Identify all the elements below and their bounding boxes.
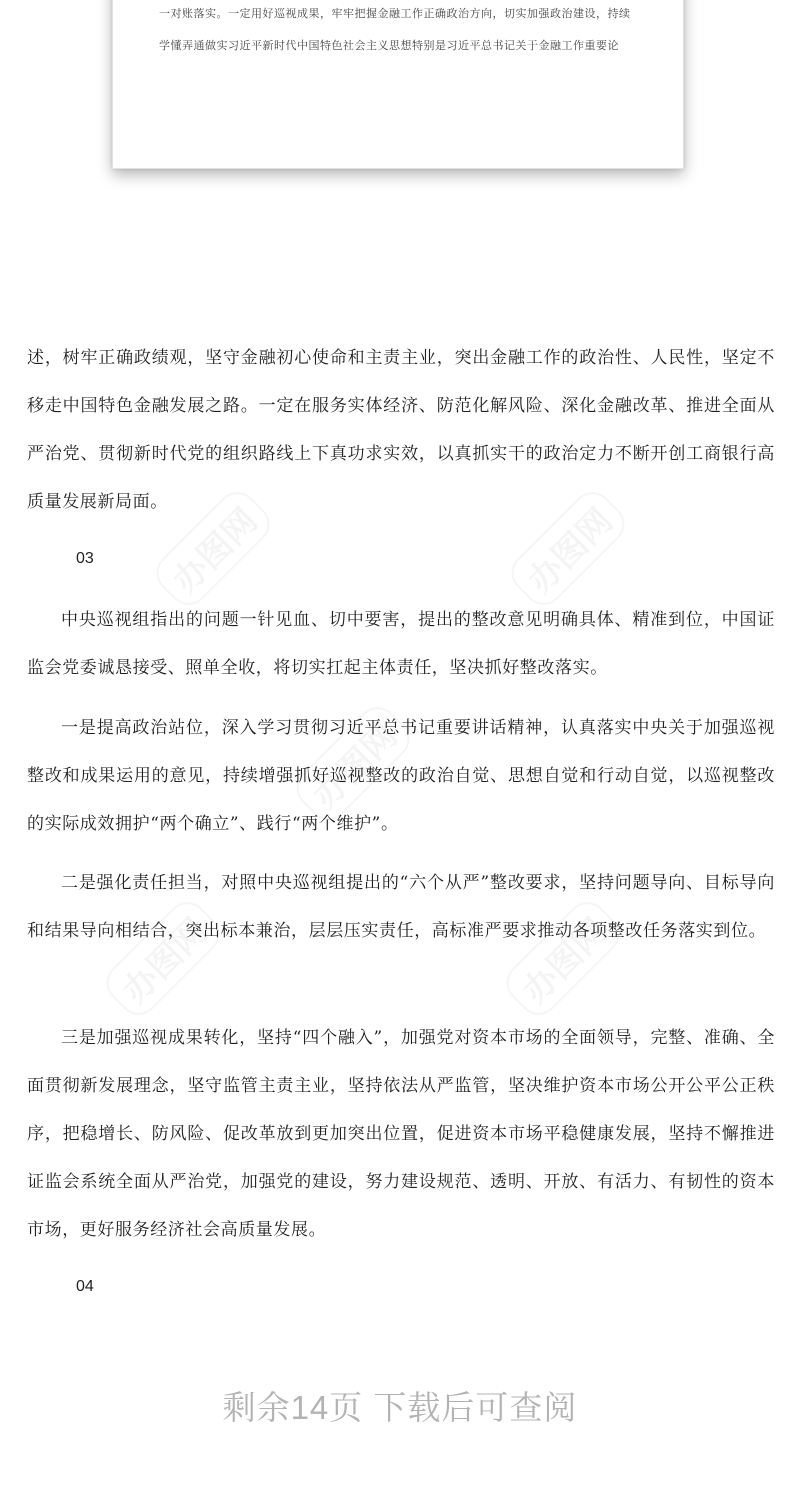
page-preview-card[interactable] xyxy=(112,0,684,169)
preview-line-2: 学懂弄通做实习近平新时代中国特色社会主义思想特别是习近平总书记关于金融工作重要论 xyxy=(159,39,619,52)
section-number-03: 03 xyxy=(76,550,94,567)
remaining-pages-notice[interactable]: 剩余14页 下载后可查阅 xyxy=(222,1389,578,1426)
paragraph-point-three: 三是加强巡视成果转化，坚持“四个融入”，加强党对资本市场的全面领导，完整、准确、全面贯彻新发展理念，坚守监管主责主业，坚持依法从严监管，坚决维护资本市场公开公平公正秩序，把稳增长、防风险、促改革放到更加突出位置，促进资本市场平稳健康发展，坚持不懈推进证监会系统全面从严治党，加强党的建设，努力建设规范、透明、开放、有活力、有韧性的资本市场，更好服务经济社会高质量发展。 xyxy=(27,1028,775,1240)
preview-line-1: 一对账落实。一定用好巡视成果，牢牢把握金融工作正确政治方向，切实加强政治建设，持续 xyxy=(159,7,631,20)
paragraph-continued: 述，树牢正确政绩观，坚守金融初心使命和主责主业，突出金融工作的政治性、人民性，坚定不移走中国特色金融发展之路。一定在服务实体经济、防范化解风险、深化金融改革、推进全面从严治党、贯彻新时代党的组织路线上下真功求实效，以真抓实干的政治定力不断开创工商银行高质量发展新局面。 xyxy=(27,348,775,512)
section-number-04: 04 xyxy=(76,1278,94,1295)
paragraph-point-two: 二是强化责任担当，对照中央巡视组提出的“六个从严”整改要求，坚持问题导向、目标导向和结果导向相结合，突出标本兼治，层层压实责任，高标准严要求推动各项整改任务落实到位。 xyxy=(27,873,775,941)
paragraph-point-one: 一是提高政治站位，深入学习贯彻习近平总书记重要讲话精神，认真落实中央关于加强巡视整改和成果运用的意见，持续增强抓好巡视整改的政治自觉、思想自觉和行动自觉，以巡视整改的实际成效拥护“两个确立”、践行“两个维护”。 xyxy=(27,718,775,834)
paragraph-rectification-intro: 中央巡视组指出的问题一针见血、切中要害，提出的整改意见明确具体、精准到位，中国证监会党委诚恳接受、照单全收，将切实扛起主体责任，坚决抓好整改落实。 xyxy=(27,610,775,678)
